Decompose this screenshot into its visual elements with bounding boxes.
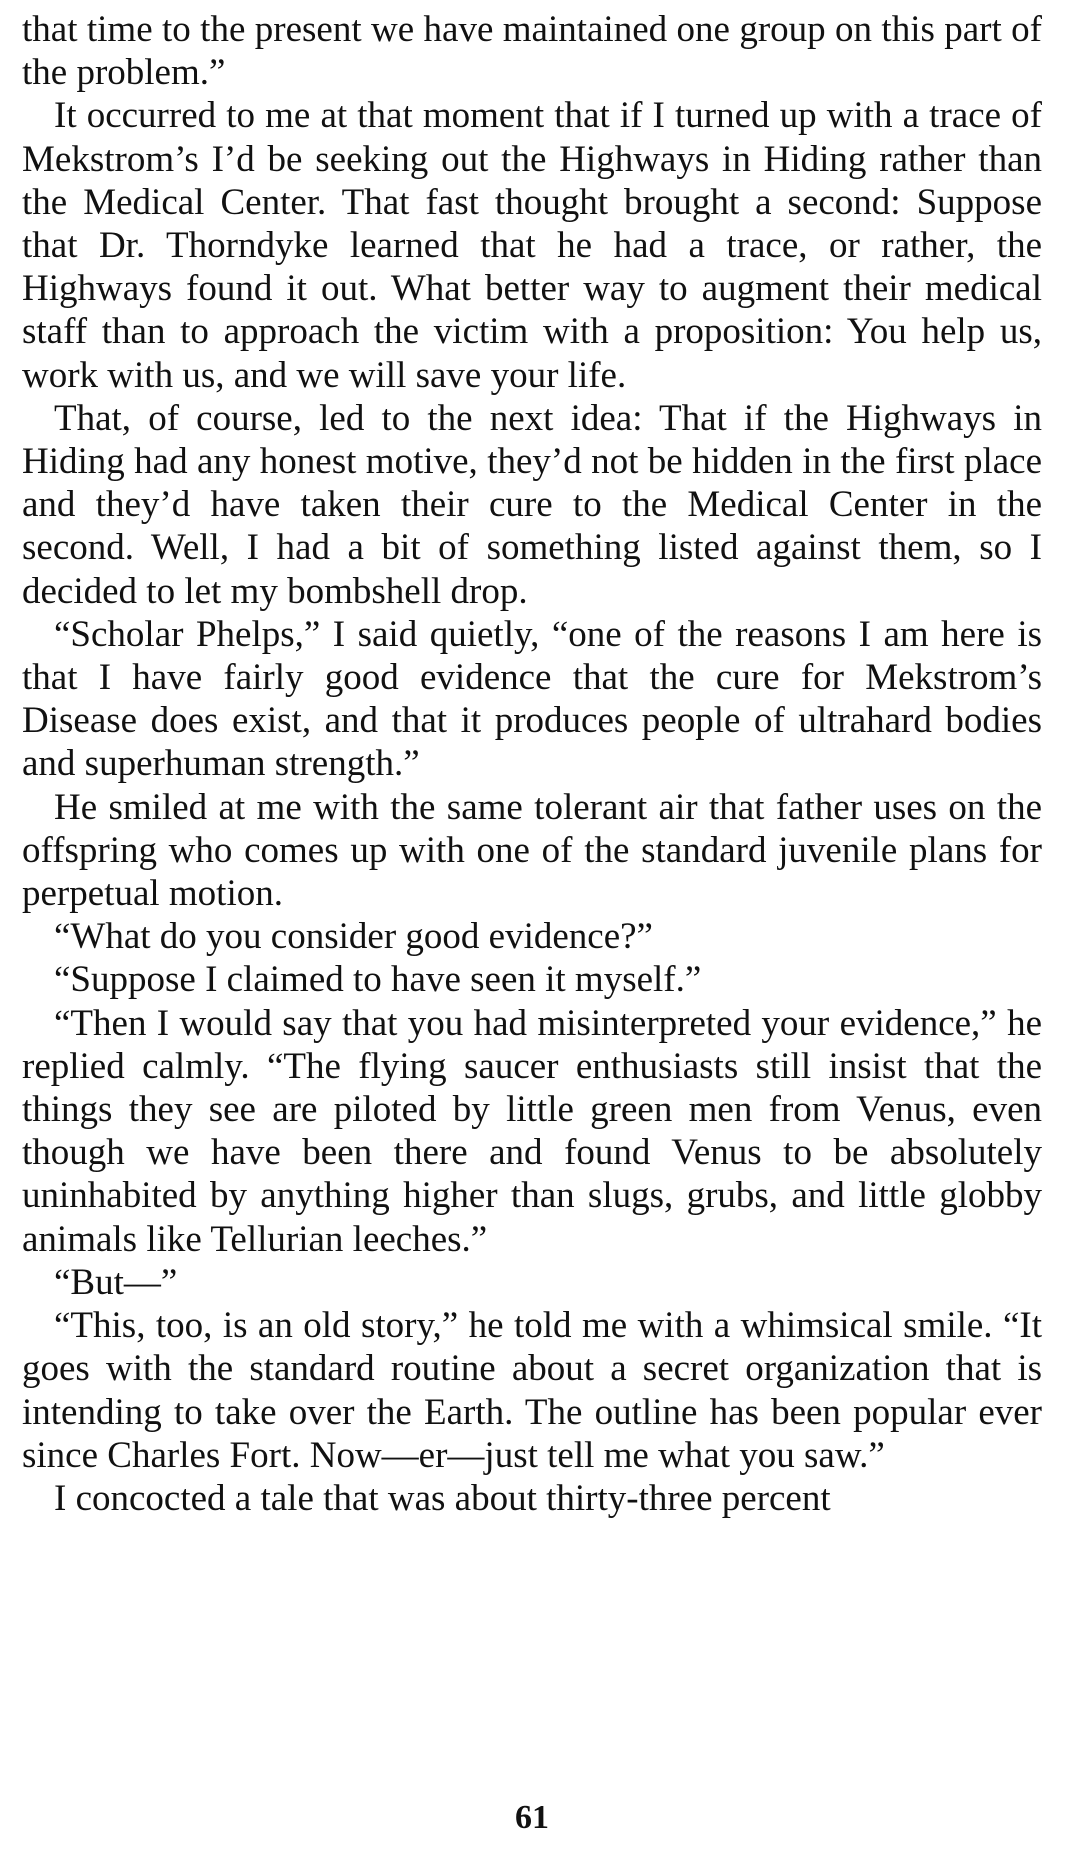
paragraph: “Suppose I claimed to have seen it myself.”: [54, 959, 702, 1001]
paragraph: I concocted a tale that was about thirty-three percent: [54, 1477, 831, 1519]
book-page: [22, 8, 1042, 1843]
paragraph: “Then I would say that you had misinterpreted your evidence,” he replied calmly. “The flying saucer enthusiasts still insist that the things they see are piloted by little green men from Venus, even though we have been there and found Venus to be absolutely uninhabited by anything higher than slugs, grubs, and little globby animals like Tellurian leeches.”: [22, 1002, 1042, 1260]
page-number: 61: [515, 1799, 549, 1836]
paragraph: “But—”: [54, 1261, 178, 1303]
paragraph: “Scholar Phelps,” I said quietly, “one of the reasons I am here is that I have fairly good evidence that the cure for Mekstrom’s Disease does exist, and that it produces people of ultrahard bodies and superhuman strength.”: [22, 613, 1042, 785]
paragraph: He smiled at me with the same tolerant air that father uses on the offspring who comes up with one of the standard juvenile plans for perpetual motion.: [22, 786, 1042, 915]
paragraph: It occurred to me at that moment that if I turned up with a trace of Mekstrom’s I’d be seeking out the Highways in Hiding rather than the Medical Center. That fast thought brought a second: Suppose that Dr. Thorndyke learned that he had a trace, or rather, the Highways found it out. What better way to augment their medical staff than to approach the victim with a proposition: You help us, work with us, and we will save your life.: [22, 95, 1042, 396]
paragraph: “What do you consider good evidence?”: [54, 916, 653, 958]
paragraph: “This, too, is an old story,” he told me with a whimsical smile. “It goes with the standard routine about a secret organization that is intending to take over the Earth. The outline has been popular ever since Charles Fort. Now—er—just tell me what you saw.”: [22, 1305, 1042, 1476]
paragraph: That, of course, led to the next idea: That if the Highways in Hiding had any honest motive, they’d not be hidden in the first place and they’d have taken their cure to the Medical Center in the second. Well, I had a bit of something listed against them, so I decided to let my bombshell drop.: [22, 397, 1042, 612]
paragraph-continuation: that time to the present we have maintained one group on this part of the problem.”: [22, 9, 1042, 94]
